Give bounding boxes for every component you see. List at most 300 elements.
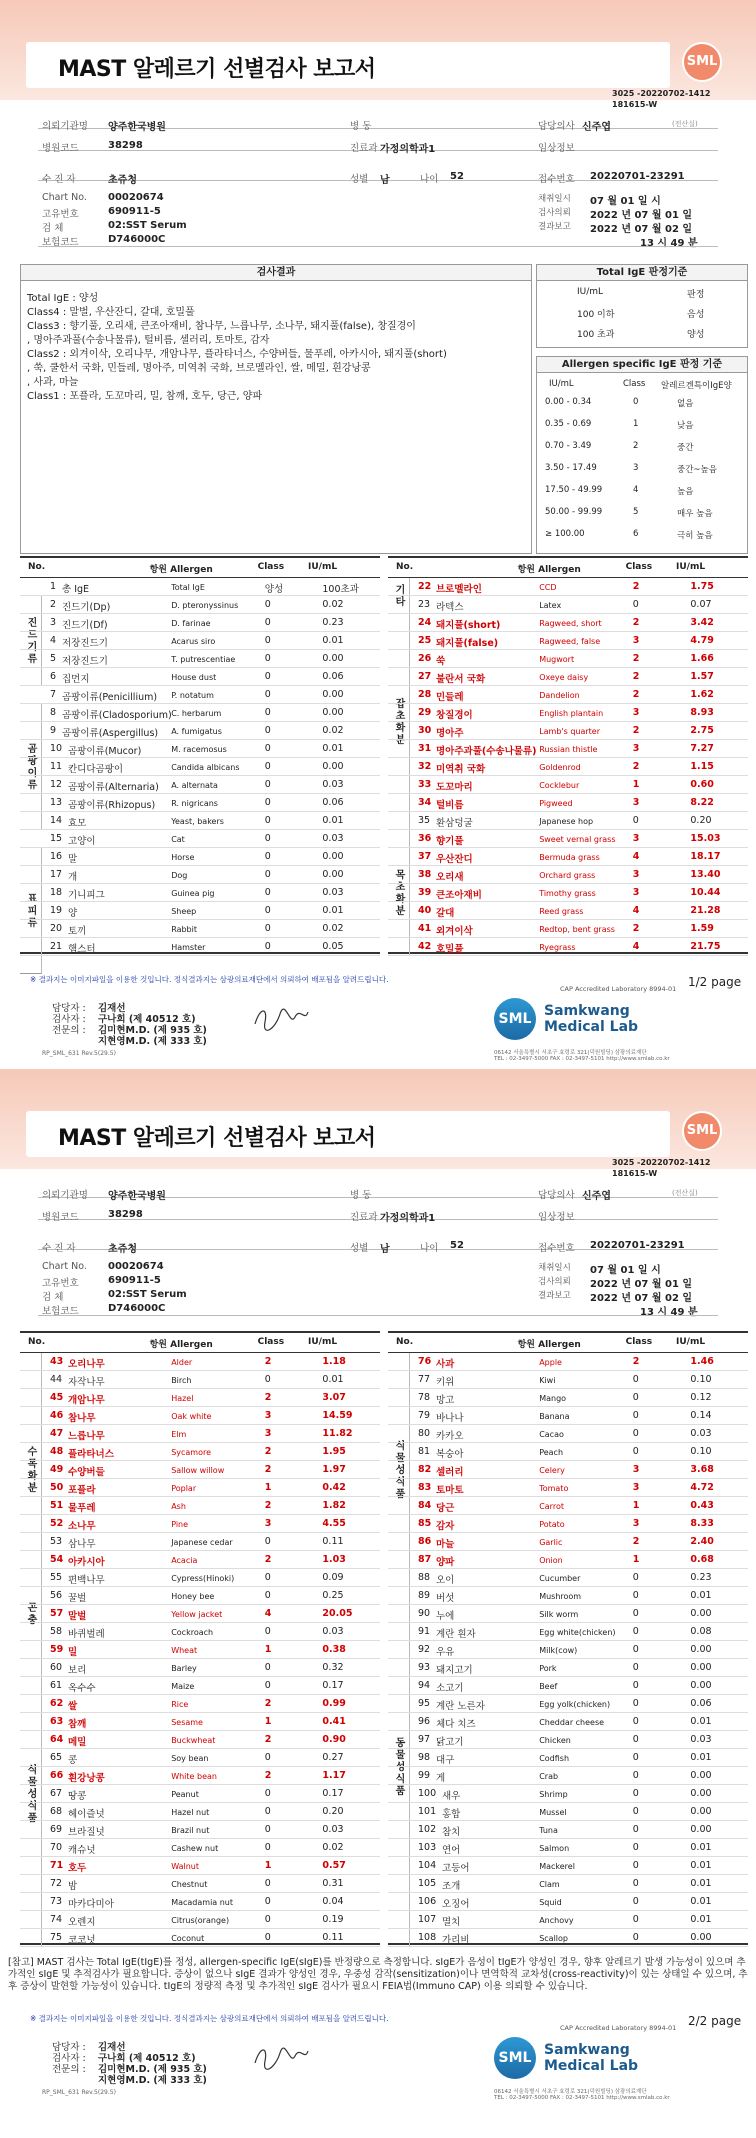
- allergen-name: 홍합: [442, 1809, 461, 1820]
- allergen-no: 58: [50, 1626, 63, 1637]
- allergen-iu: 2.40: [690, 1536, 714, 1547]
- allergen-iu: 0.01: [690, 1914, 712, 1925]
- allergen-iu: 0.00: [322, 689, 344, 700]
- allergen-class: 0: [264, 689, 271, 700]
- allergen-class: 2: [632, 725, 640, 736]
- group-label: 수목화분: [20, 1353, 42, 1587]
- allergen-en: Coconut: [171, 1934, 205, 1943]
- allergen-en: Cucumber: [539, 1574, 581, 1583]
- allergen-en: Pine: [171, 1520, 189, 1529]
- form-code: RP_SML_631 Rev.5(29.5): [42, 1050, 116, 1057]
- allergen-iu: 0.00: [690, 1932, 712, 1943]
- allergen-name: 저장진드기: [62, 638, 108, 649]
- allergen-iu: 0.01: [322, 1374, 344, 1385]
- allergen-no: 48: [50, 1446, 64, 1457]
- allergen-name: 칸디다곰팡이: [68, 764, 124, 775]
- allergen-class: 0: [632, 1374, 639, 1385]
- logo-line-2: Medical Lab: [544, 2058, 639, 2074]
- allergen-iu: 1.62: [690, 689, 714, 700]
- allergen-no: 71: [50, 1860, 64, 1871]
- table-row: [20, 1371, 380, 1389]
- allergen-en: Macadamia nut: [171, 1898, 234, 1907]
- table-row: [388, 1587, 748, 1605]
- table-row: [388, 848, 748, 866]
- table-row: [20, 650, 380, 668]
- allergen-en: Russian thistle: [539, 745, 598, 754]
- allergen-class: 1: [632, 1554, 640, 1565]
- table-row: [20, 632, 380, 650]
- allergen-no: 2: [50, 599, 57, 610]
- allergen-name: 도꼬마리: [436, 782, 473, 793]
- allergen-iu: 0.43: [690, 1500, 714, 1511]
- allergen-name: 오리나무: [68, 1359, 105, 1370]
- allergen-iu: 1.17: [322, 1770, 346, 1781]
- info-label-dept: 진료과: [350, 1212, 378, 1223]
- table-row: [388, 596, 748, 614]
- group-label: 곰팡이류: [20, 704, 42, 830]
- allergen-name: 오징어: [442, 1899, 470, 1910]
- allergen-en: Peach: [539, 1448, 564, 1457]
- allergen-iu: 0.23: [322, 617, 344, 628]
- table-row: [388, 1803, 748, 1821]
- allergen-class: 0: [632, 1752, 639, 1763]
- allergen-iu: 8.93: [690, 707, 714, 718]
- spec-class: 5: [633, 507, 639, 517]
- allergen-no: 14: [50, 815, 63, 826]
- allergen-no: 54: [50, 1554, 64, 1565]
- spec-amount: 중간~높음: [677, 465, 717, 475]
- table-row: [388, 1659, 748, 1677]
- allergen-en: Shrimp: [539, 1790, 568, 1799]
- allergen-no: 77: [418, 1374, 431, 1385]
- allergen-name: 게: [436, 1773, 446, 1784]
- info-divider: [38, 246, 718, 247]
- table-row: [20, 1677, 380, 1695]
- ige-range: 100 초과: [577, 330, 615, 340]
- table-row: [388, 1533, 748, 1551]
- allergen-en: Total IgE: [171, 583, 205, 592]
- allergen-no: 105: [418, 1878, 437, 1889]
- allergen-en: Rice: [171, 1700, 189, 1709]
- allergen-no: 60: [50, 1662, 63, 1673]
- table-row: [20, 1785, 380, 1803]
- allergen-no: 103: [418, 1842, 437, 1853]
- allergen-iu: 0.25: [322, 1590, 344, 1601]
- spec-amount: 중간: [677, 443, 694, 453]
- allergen-no: 4: [50, 635, 57, 646]
- info-label-ward: 병 동: [350, 1190, 372, 1201]
- group-label: 목초화분: [388, 830, 410, 956]
- allergen-name: 고양이: [68, 836, 96, 847]
- allergen-no: 41: [418, 923, 432, 934]
- allergen-no: 67: [50, 1788, 63, 1799]
- allergen-class: 3: [632, 869, 640, 880]
- allergen-name: 개: [68, 872, 78, 883]
- allergen-iu: 0.11: [322, 1932, 344, 1943]
- allergen-class: 0: [632, 1716, 639, 1727]
- header-class: Class: [625, 562, 653, 572]
- table-row: [20, 1389, 380, 1407]
- info-value-test: 02:SST Serum: [108, 1289, 187, 1300]
- allergen-iu: 0.68: [690, 1554, 714, 1565]
- allergen-name: 밀: [68, 1647, 78, 1658]
- allergen-class: 2: [264, 1554, 272, 1565]
- staff-value: 김미현M.D. (제 935 호): [98, 2064, 207, 2075]
- result-box: [20, 264, 532, 554]
- allergen-en: Horse: [171, 853, 195, 862]
- table-row: [388, 1677, 748, 1695]
- disclaimer: ※ 결과지는 이미지파일을 이용한 것입니다. 정식결과지는 삼광의료재단에서 의뢰하여 배포됨을 알려드립니다.: [30, 2014, 389, 2023]
- allergen-en: Sweet vernal grass: [539, 835, 616, 844]
- allergen-en: Salmon: [539, 1844, 570, 1853]
- allergen-class: 2: [632, 761, 640, 772]
- allergen-en: Mugwort: [539, 655, 575, 664]
- allergen-iu: 0.00: [322, 869, 344, 880]
- allergen-class: 2: [264, 1500, 272, 1511]
- header-allergen: 항원 Allergen: [517, 565, 581, 575]
- allergen-iu: 18.17: [690, 851, 721, 862]
- table-row: [388, 1857, 748, 1875]
- allergen-en: Guinea pig: [171, 889, 215, 898]
- allergen-class: 0: [632, 1662, 639, 1673]
- allergen-name: 햄스터: [68, 944, 96, 955]
- group-label: 표피류: [20, 848, 42, 974]
- report-number-2: 181615-W: [612, 1169, 658, 1178]
- allergen-iu: 0.14: [690, 1410, 712, 1421]
- allergen-iu: 0.01: [690, 1896, 712, 1907]
- allergen-iu: 4.55: [322, 1518, 346, 1529]
- info-label-hosp: 의뢰기관명: [42, 121, 88, 132]
- staff-label: 검사자 :: [52, 2053, 86, 2064]
- header-class: Class: [257, 562, 285, 572]
- logo-line-1: Samkwang: [544, 2042, 630, 2058]
- allergen-name: 양파: [436, 1557, 455, 1568]
- table-row: [20, 578, 380, 596]
- allergen-name: 마늘: [436, 1539, 455, 1550]
- allergen-name: 브로멜라인: [436, 584, 482, 595]
- spec-class: 0: [633, 397, 639, 407]
- allergen-name: 곰팡이류(Penicillium): [62, 692, 158, 703]
- spec-range: 0.00 - 0.34: [545, 397, 592, 407]
- allergen-class: 0: [632, 1896, 639, 1907]
- spec-class: 3: [633, 463, 639, 473]
- info-value-test: 02:SST Serum: [108, 220, 187, 231]
- allergen-class: 2: [632, 617, 640, 628]
- allergen-class: 0: [264, 923, 271, 934]
- allergen-class: 0: [632, 1914, 639, 1925]
- info-label-res: 결과보고: [538, 1291, 571, 1301]
- allergen-no: 26: [418, 653, 432, 664]
- staff-value: 구나희 (제 40512 호): [98, 2053, 196, 2064]
- allergen-name: 오이: [436, 1575, 455, 1586]
- allergen-iu: 2.75: [690, 725, 714, 736]
- allergen-class: 0: [264, 833, 271, 844]
- allergen-name: 체다 치즈: [436, 1719, 476, 1730]
- allergen-name: 집먼지: [62, 674, 90, 685]
- allergen-iu: 0.06: [322, 671, 344, 682]
- allergen-class: 2: [632, 653, 640, 664]
- staff-value: 구나희 (제 40512 호): [98, 1014, 196, 1025]
- allergen-iu: 11.82: [322, 1428, 353, 1439]
- allergen-name: 호밀풀: [436, 944, 464, 955]
- allergen-iu: 21.75: [690, 941, 721, 952]
- table-row: [388, 578, 748, 596]
- spec-class: 6: [633, 529, 639, 539]
- allergen-no: 97: [418, 1734, 431, 1745]
- result-line: , 쑥, 쿨한서 국화, 민들레, 명아주, 미역취 국화, 브로멜라인, 쌀, 메밀, 흰강낭콩: [27, 363, 371, 374]
- allergen-class: 1: [264, 1716, 272, 1727]
- allergen-name: 꿀벌: [68, 1593, 87, 1604]
- allergen-no: 32: [418, 761, 432, 772]
- allergen-class: 양성: [264, 584, 284, 595]
- allergen-iu: 0.03: [322, 833, 344, 844]
- allergen-name: 계란 노른자: [436, 1701, 485, 1712]
- info-label-res: 결과보고: [538, 222, 571, 232]
- allergen-en: Cocklebur: [539, 781, 580, 790]
- allergen-class: 0: [264, 1788, 271, 1799]
- table-row: [20, 1551, 380, 1569]
- table-row: [20, 1461, 380, 1479]
- info-value-res: 2022 년 07 월 02 일: [590, 1293, 693, 1304]
- header-allergen: 항원 Allergen: [149, 565, 213, 575]
- allergen-name: 개암나무: [68, 1395, 105, 1406]
- table-row: [20, 1803, 380, 1821]
- allergen-en: Tuna: [539, 1826, 558, 1835]
- allergen-en: Scallop: [539, 1934, 568, 1943]
- allergen-iu: 0.06: [690, 1698, 712, 1709]
- report-number-1: 3025 -20220702-1412: [612, 1158, 711, 1167]
- allergen-en: Buckwheat: [171, 1736, 216, 1745]
- allergen-name: 대구: [436, 1755, 455, 1766]
- allergen-class: 3: [632, 797, 640, 808]
- staff-value: 지현영M.D. (제 333 호): [98, 2075, 207, 2086]
- allergen-en: Ash: [171, 1502, 186, 1511]
- allergen-class: 4: [632, 905, 640, 916]
- table-row: [388, 1497, 748, 1515]
- staff-value: 김재선: [98, 2042, 126, 2053]
- allergen-name: 캐슈넛: [68, 1845, 96, 1856]
- allergen-class: 3: [264, 1410, 272, 1421]
- allergen-en: Hazel: [171, 1394, 194, 1403]
- staff-label: 담당자 :: [52, 2042, 86, 2053]
- lab-address: 06142 서울특별시 서초구 효령로 321(덕원빌딩) 삼광의료재단: [494, 1050, 647, 1056]
- allergen-iu: 3.07: [322, 1392, 346, 1403]
- table-row: [20, 1515, 380, 1533]
- allergen-name: 곰팡이류(Aspergillus): [62, 728, 159, 739]
- report-number: [612, 88, 711, 110]
- sml-badge: SML: [682, 42, 722, 82]
- info-label-start: 검사의뢰: [538, 1277, 571, 1287]
- allergen-class: 2: [632, 671, 640, 682]
- info-value-rcv: 20220701-23291: [590, 171, 685, 182]
- table-row: [388, 1551, 748, 1569]
- allergen-iu: 0.19: [322, 1914, 344, 1925]
- allergen-name: 누에: [436, 1611, 455, 1622]
- allergen-en: Yellow jacket: [171, 1610, 223, 1619]
- spec-amount: 낮음: [677, 421, 694, 431]
- allergen-name: 망고: [436, 1395, 455, 1406]
- allergen-name: 복숭아: [436, 1449, 464, 1460]
- allergen-en: Rabbit: [171, 925, 197, 934]
- allergen-no: 61: [50, 1680, 63, 1691]
- table-row: [388, 1407, 748, 1425]
- info-value-chart: 00020674: [108, 192, 164, 203]
- allergen-name: 효모: [68, 818, 87, 829]
- table-row: [20, 884, 380, 902]
- allergen-iu: 0.00: [322, 707, 344, 718]
- allergen-iu: 0.38: [322, 1644, 346, 1655]
- allergen-name: 불란서 국화: [436, 674, 486, 685]
- allergen-iu: 0.03: [690, 1734, 712, 1745]
- info-label-sex: 성별: [350, 174, 369, 185]
- allergen-en: Sesame: [171, 1718, 203, 1727]
- group-label: 식물성식품: [20, 1641, 42, 1947]
- allergen-name: 환삼덩굴: [436, 818, 473, 829]
- allergen-iu: 13.40: [690, 869, 721, 880]
- table-row: [20, 1659, 380, 1677]
- allergen-iu: 0.03: [322, 779, 344, 790]
- allergen-iu: 1.95: [322, 1446, 346, 1457]
- allergen-en: Peanut: [171, 1790, 199, 1799]
- allergen-en: Apple: [539, 1358, 562, 1367]
- info-value-start: 2022 년 07 월 01 일: [590, 210, 693, 221]
- staff-label: 검사자 :: [52, 1014, 86, 1025]
- report-number-2: 181615-W: [612, 100, 658, 109]
- table-row: [20, 1497, 380, 1515]
- table-row: [388, 1425, 748, 1443]
- allergen-en: Yeast, bakers: [171, 817, 224, 826]
- allergen-en: Hazel nut: [171, 1808, 210, 1817]
- table-row: [20, 722, 380, 740]
- allergen-class: 1: [264, 1860, 272, 1871]
- allergen-en: Pork: [539, 1664, 557, 1673]
- allergen-en: Cacao: [539, 1430, 564, 1439]
- allergen-en: Citrus(orange): [171, 1916, 230, 1925]
- info-value-time: 13 시 49 분: [640, 238, 698, 249]
- lab-contact: TEL : 02-3497-5000 FAX : 02-3497-5101 http://www.smlab.co.kr: [494, 2095, 670, 2101]
- allergen-no: 16: [50, 851, 63, 862]
- allergen-class: 1: [632, 779, 640, 790]
- table-row: [20, 1425, 380, 1443]
- report-title: MAST 알레르기 선별검사 보고서: [58, 57, 376, 82]
- allergen-en: Potato: [539, 1520, 565, 1529]
- allergen-name: 메밀: [68, 1737, 87, 1748]
- allergen-iu: 1.46: [690, 1356, 714, 1367]
- table-row: [20, 812, 380, 830]
- allergen-iu: 0.01: [322, 635, 344, 646]
- allergen-en: Wheat: [171, 1646, 198, 1655]
- report-number-1: 3025 -20220702-1412: [612, 89, 711, 98]
- allergen-iu: 0.00: [322, 653, 344, 664]
- allergen-no: 8: [50, 707, 57, 718]
- table-row: [20, 1695, 380, 1713]
- table-row: [20, 596, 380, 614]
- allergen-iu: 0.00: [690, 1770, 712, 1781]
- table-row: [388, 1767, 748, 1785]
- allergen-name: 총 IgE: [62, 584, 90, 595]
- allergen-no: 36: [418, 833, 432, 844]
- info-value-age: 52: [450, 1240, 464, 1251]
- allergen-name: 당근: [436, 1503, 455, 1514]
- signature: [250, 2041, 310, 2071]
- allergen-no: 101: [418, 1806, 437, 1817]
- table-row: [20, 740, 380, 758]
- sml-logo-text: [544, 2042, 638, 2074]
- title-bar: [26, 42, 670, 88]
- allergen-iu: 0.00: [690, 1662, 712, 1673]
- allergen-iu: 0.01: [690, 1716, 712, 1727]
- allergen-en: Mackerel: [539, 1862, 575, 1871]
- allergen-iu: 1.03: [322, 1554, 346, 1565]
- allergen-name: 보리: [68, 1665, 87, 1676]
- allergen-en: Celery: [539, 1466, 565, 1475]
- info-value-res: 2022 년 07 월 02 일: [590, 224, 693, 235]
- allergen-class: 0: [264, 869, 271, 880]
- table-header: [388, 558, 748, 578]
- allergen-en: Reed grass: [539, 907, 584, 916]
- allergen-no: 62: [50, 1698, 64, 1709]
- allergen-no: 56: [50, 1590, 63, 1601]
- info-label-rcv: 접수번호: [538, 1243, 575, 1254]
- info-label-coll: 채취일시: [538, 1263, 571, 1273]
- info-value-code: 38298: [108, 1209, 143, 1220]
- allergen-name: 코코넛: [68, 1935, 96, 1946]
- allergen-no: 34: [418, 797, 432, 808]
- info-label-test: 검 체: [42, 1292, 64, 1303]
- allergen-iu: 0.02: [322, 725, 344, 736]
- allergen-iu: 8.22: [690, 797, 714, 808]
- ige-col-1: IU/mL: [577, 287, 604, 297]
- allergen-iu: 0.01: [322, 743, 344, 754]
- allergen-en: Oak white: [171, 1412, 212, 1421]
- allergen-iu: 0.00: [690, 1608, 712, 1619]
- allergen-no: 63: [50, 1716, 64, 1727]
- table-row: [20, 1353, 380, 1371]
- allergen-no: 12: [50, 779, 63, 790]
- allergen-iu: 8.33: [690, 1518, 714, 1529]
- allergen-name: 물푸레: [68, 1503, 96, 1514]
- allergen-iu: 0.41: [322, 1716, 346, 1727]
- allergen-table-right: [388, 1331, 748, 1945]
- allergen-en: Banana: [539, 1412, 570, 1421]
- allergen-class: 2: [632, 923, 640, 934]
- allergen-en: Mango: [539, 1394, 567, 1403]
- allergen-en: Elm: [171, 1430, 187, 1439]
- info-label-clin: 임상정보: [538, 1212, 575, 1223]
- allergen-class: 3: [264, 1518, 272, 1529]
- allergen-class: 0: [264, 725, 271, 736]
- info-label-name: 수 진 자: [42, 174, 76, 185]
- allergen-en: Chestnut: [171, 1880, 208, 1889]
- allergen-en: Dandelion: [539, 691, 580, 700]
- sml-logo-text: [544, 1003, 638, 1035]
- allergen-en: Cheddar cheese: [539, 1718, 605, 1727]
- table-row: [388, 686, 748, 704]
- allergen-name: 닭고기: [436, 1737, 464, 1748]
- allergen-iu: 0.01: [690, 1752, 712, 1763]
- allergen-no: 13: [50, 797, 63, 808]
- specific-ige-criteria: [536, 356, 748, 554]
- table-row: [388, 1641, 748, 1659]
- info-value-doc: 신주엽: [582, 1191, 611, 1202]
- allergen-no: 104: [418, 1860, 437, 1871]
- allergen-name: 포플라: [68, 1485, 96, 1496]
- allergen-iu: 0.01: [322, 905, 344, 916]
- allergen-class: 0: [264, 1626, 271, 1637]
- info-value-doc: 신주엽: [582, 122, 611, 133]
- allergen-no: 66: [50, 1770, 64, 1781]
- allergen-class: 0: [264, 599, 271, 610]
